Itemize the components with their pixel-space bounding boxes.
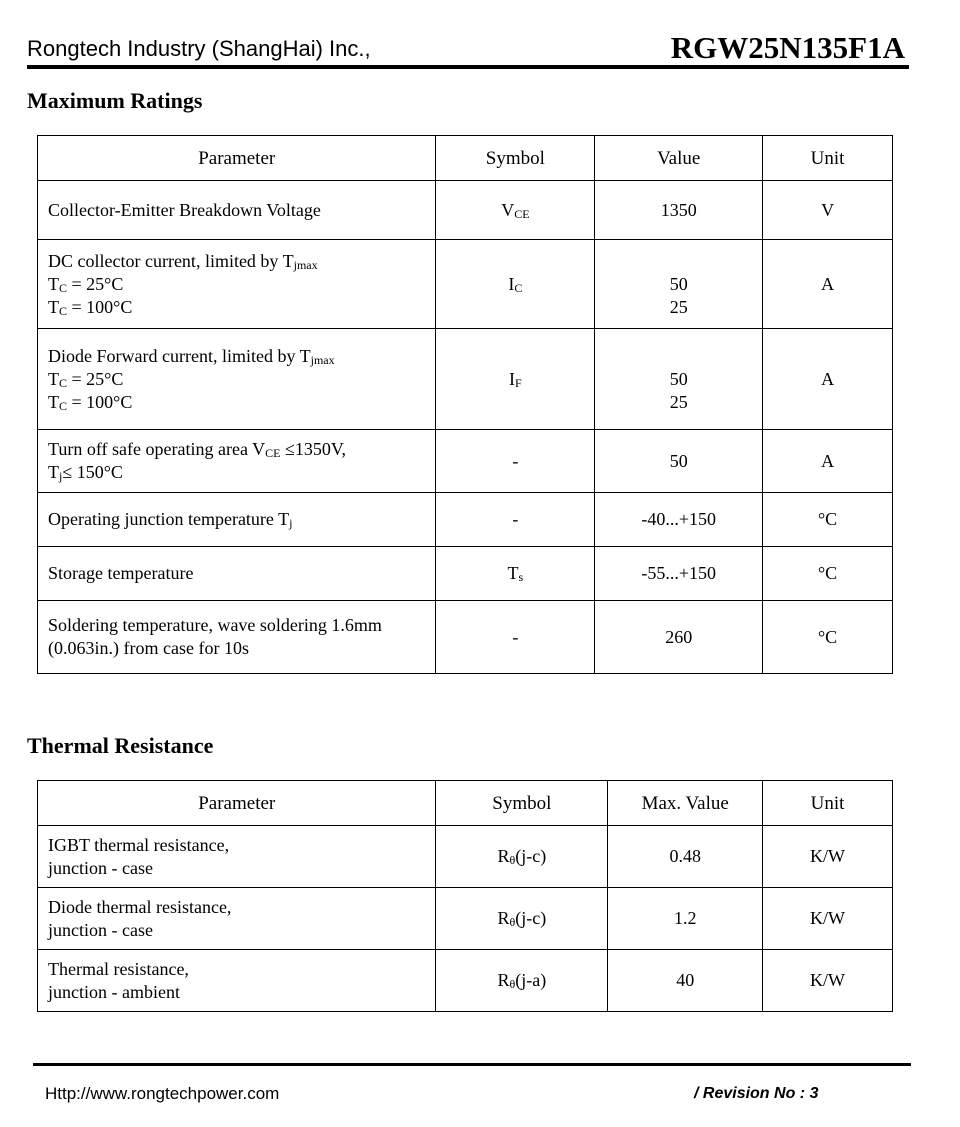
- parameter-line: junction - case: [48, 857, 153, 878]
- subscript: CE: [265, 446, 281, 460]
- parameter-cell: [38, 601, 436, 674]
- part-number: RGW25N135F1A: [670, 30, 905, 65]
- value-cell: [595, 430, 763, 493]
- unit-cell: A: [763, 430, 893, 493]
- subscript: C: [514, 280, 523, 295]
- subscript: j: [59, 469, 63, 483]
- subscript: jmax: [293, 257, 318, 272]
- parameter-line: Collector-Emitter Breakdown Voltage: [48, 199, 321, 220]
- symbol-cell: $R_\theta(j-a)$: [436, 950, 608, 1012]
- parameter-cell: [38, 493, 436, 547]
- symbol-cell: $R_\theta(j-c)$: [436, 888, 608, 950]
- symbol-cell: $T_s$: [436, 547, 595, 601]
- value-line: 25: [669, 296, 688, 317]
- table-row: [38, 888, 893, 950]
- subscript: jmax: [310, 352, 335, 367]
- table-row: [38, 601, 893, 674]
- table-row: [38, 240, 893, 329]
- unit-cell: V: [763, 181, 893, 240]
- parameter-cell: [38, 430, 436, 493]
- unit-cell: A: [763, 240, 893, 329]
- value-line: 260: [665, 626, 693, 647]
- symbol-cell: -: [436, 493, 595, 547]
- subscript: θ: [509, 853, 516, 867]
- unit-cell: K/W: [763, 950, 893, 1012]
- value-cell: [595, 181, 763, 240]
- value-cell: [608, 950, 763, 1012]
- unit-cell: °C: [763, 493, 893, 547]
- parameter-line: Diode thermal resistance,: [48, 896, 232, 917]
- header-unit: Unit: [763, 781, 893, 826]
- footer-divider: [33, 1063, 911, 1066]
- parameter-line: Storage temperature: [48, 563, 194, 583]
- subscript: j: [289, 516, 293, 530]
- subscript: C: [59, 398, 68, 413]
- parameter-line: Diode Forward current, limited by $T_{jmax}$: [48, 345, 335, 367]
- parameter-line: Thermal resistance,: [48, 958, 189, 979]
- table-row: [38, 826, 893, 888]
- symbol-cell: $I_F$: [436, 329, 595, 430]
- subscript: C: [59, 280, 68, 295]
- subscript: θ: [509, 915, 516, 929]
- unit-cell: °C: [763, 601, 893, 674]
- value-cell: [595, 240, 763, 329]
- value-line: -55...+150: [641, 563, 717, 583]
- symbol-cell: -: [436, 601, 595, 674]
- table-row: [38, 430, 893, 493]
- table-header-row: [38, 781, 893, 826]
- parameter-line: junction - ambient: [48, 981, 180, 1002]
- table-row: [38, 547, 893, 601]
- parameter-line: Soldering temperature, wave soldering 1.6mm: [48, 615, 382, 635]
- parameter-line: Turn off safe operating area $V_{CE} \le 1350V$,: [48, 439, 347, 460]
- unit-cell: K/W: [763, 888, 893, 950]
- value-cell: [595, 493, 763, 547]
- subscript: CE: [514, 206, 530, 221]
- website-url: Http://www.rongtechpower.com: [45, 1084, 280, 1103]
- revision-number: / Revision No : 3: [694, 1085, 819, 1102]
- value-line: 1350: [660, 199, 697, 220]
- value-line: 50: [669, 368, 688, 389]
- table-row: [38, 329, 893, 430]
- table-row: [38, 950, 893, 1012]
- value-cell: [595, 329, 763, 430]
- parameter-line: $T_C = 25^\circ C$: [48, 368, 124, 390]
- parameter-line: DC collector current, limited by $T_{jmax}$: [48, 250, 318, 272]
- max-ratings-title: Maximum Ratings: [27, 88, 203, 113]
- header-value: Value: [595, 136, 763, 181]
- symbol-cell: $V_{CE}$: [436, 181, 595, 240]
- parameter-line: $T_C = 100^\circ C$: [48, 296, 133, 318]
- parameter-line: junction - case: [48, 919, 153, 940]
- subscript: s: [518, 570, 524, 584]
- value-cell: [608, 888, 763, 950]
- subscript: C: [59, 303, 68, 318]
- parameter-cell: [38, 547, 436, 601]
- value-line: 1.2: [673, 908, 697, 928]
- value-line: 0.48: [669, 846, 701, 866]
- parameter-line: (0.063in.) from case for 10s: [48, 638, 249, 658]
- max-ratings-table: [37, 135, 893, 674]
- table-row: [38, 493, 893, 547]
- value-line: 25: [669, 391, 688, 412]
- parameter-cell: [38, 826, 436, 888]
- header-unit: Unit: [763, 136, 893, 181]
- value-line: 50: [669, 450, 688, 471]
- parameter-cell: [38, 329, 436, 430]
- value-line: -40...+150: [641, 509, 717, 529]
- parameter-line: IGBT thermal resistance,: [48, 834, 230, 855]
- value-cell: [595, 601, 763, 674]
- value-cell: [608, 826, 763, 888]
- unit-cell: A: [763, 329, 893, 430]
- thermal-resistance-title: Thermal Resistance: [27, 733, 214, 758]
- thermal-resistance-table: [37, 780, 893, 1012]
- header-max-value: Max. Value: [608, 781, 763, 826]
- header-symbol: Symbol: [436, 136, 595, 181]
- parameter-line: $T_j\le 150^\circ C$: [48, 462, 123, 483]
- subscript: C: [59, 375, 68, 390]
- company-name: Rongtech Industry (ShangHai) Inc.,: [27, 36, 371, 61]
- parameter-cell: [38, 950, 436, 1012]
- parameter-cell: [38, 181, 436, 240]
- unit-cell: °C: [763, 547, 893, 601]
- value-cell: [595, 547, 763, 601]
- header-divider: [27, 65, 909, 69]
- symbol-cell: $R_\theta(j-c)$: [436, 826, 608, 888]
- symbol-cell: -: [436, 430, 595, 493]
- value-line: 50: [669, 273, 688, 294]
- header-parameter: Parameter: [38, 136, 436, 181]
- parameter-line: Operating junction temperature $T_j$: [48, 509, 293, 530]
- parameter-line: $T_C = 25^\circ C$: [48, 273, 124, 295]
- subscript: θ: [509, 977, 516, 991]
- unit-cell: K/W: [763, 826, 893, 888]
- symbol-cell: $I_C$: [436, 240, 595, 329]
- parameter-cell: [38, 888, 436, 950]
- header-symbol: Symbol: [436, 781, 608, 826]
- subscript: F: [515, 375, 522, 390]
- table-row: [38, 181, 893, 240]
- header-parameter: Parameter: [38, 781, 436, 826]
- table-header-row: [38, 136, 893, 181]
- parameter-line: $T_C = 100^\circ C$: [48, 391, 133, 413]
- value-line: 40: [676, 970, 695, 990]
- parameter-cell: [38, 240, 436, 329]
